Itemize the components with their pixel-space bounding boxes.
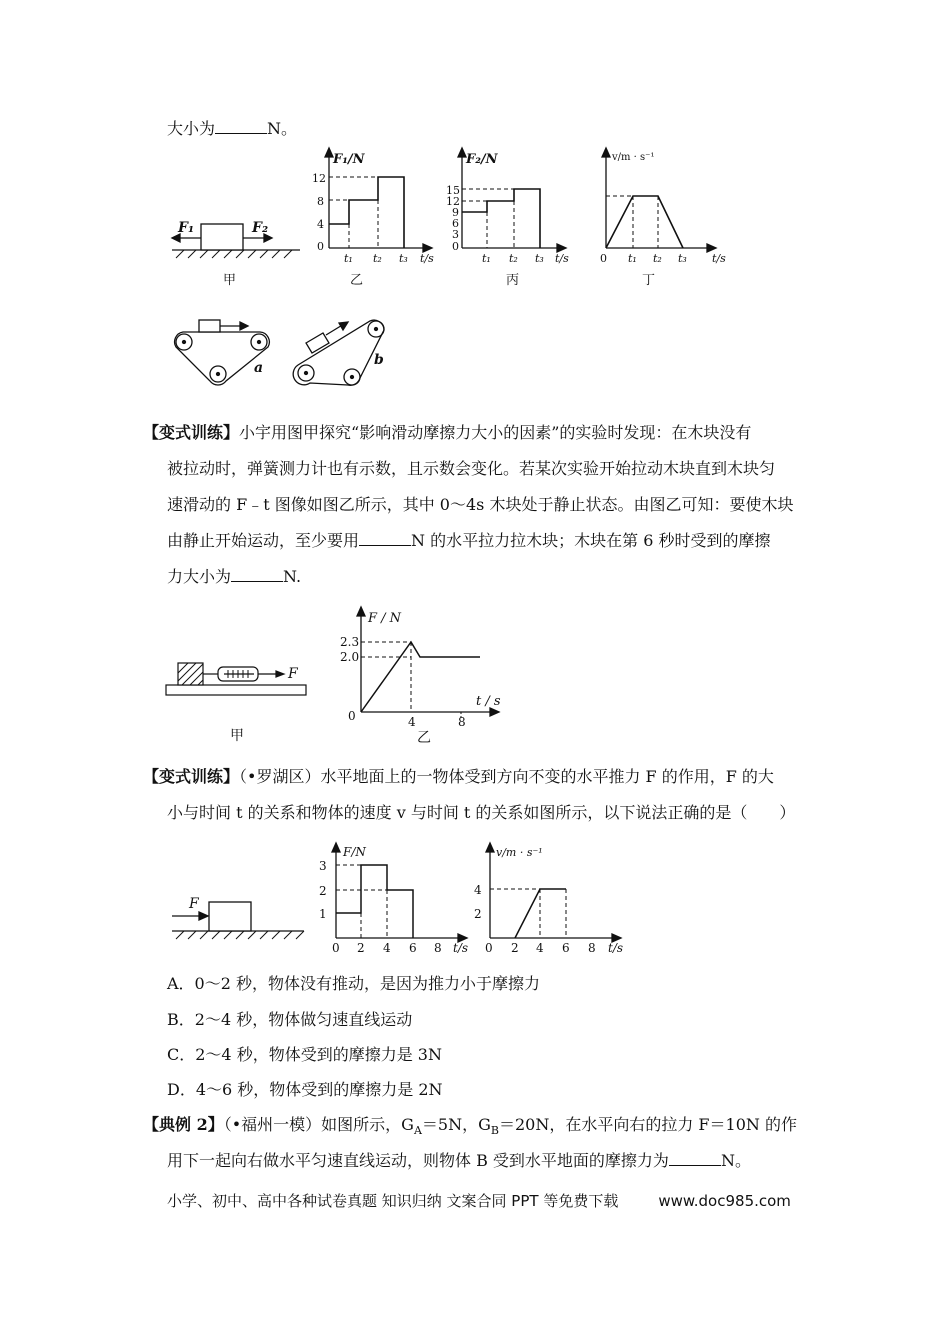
answer-blank — [669, 1151, 721, 1166]
bing-ylabel: F₂/N — [466, 152, 498, 167]
fig3-f-ylabel: F/N — [343, 845, 366, 859]
q2-line-1 — [143, 766, 774, 788]
yi-t3: t₃ — [399, 252, 408, 265]
belt-a-label: a — [254, 360, 264, 376]
belt-b — [293, 320, 384, 385]
fig2-caption-jia: 甲 — [230, 728, 244, 744]
yi-tick-12: 12 — [312, 172, 326, 185]
fig2-ylabel: F / N — [368, 611, 402, 626]
bing-tick-3: 3 — [452, 228, 459, 241]
q3-line-2 — [167, 1150, 751, 1172]
yi-tick-0: 0 — [317, 240, 324, 253]
text: N。 — [720, 1151, 751, 1170]
q3-line-1 — [143, 1114, 797, 1142]
fig3-f-tick-1: 1 — [319, 907, 327, 921]
figure-3 — [0, 835, 950, 965]
fig2-force: F — [288, 666, 298, 682]
fig3-v-tick-2: 2 — [474, 907, 482, 921]
q1-line-3: 速滑动的 F﹣t 图像如图乙所示，其中 0～4s 木块处于静止状态。由图乙可知：要使木块 — [167, 495, 794, 514]
bing-tick-0: 0 — [452, 240, 459, 253]
text: N. — [283, 567, 302, 586]
option-b: B．2～4 秒，物体做匀速直线运动 — [167, 1010, 413, 1029]
fig2-zero: 0 — [348, 709, 356, 723]
fig3-f-x0: 0 — [332, 941, 340, 955]
ding-ylabel: v/m · s⁻¹ — [612, 152, 655, 163]
fig3-f-tick-3: 3 — [319, 859, 327, 873]
fig3-v-x4: 4 — [536, 941, 544, 955]
fig2-y-high: 2.3 — [340, 635, 360, 649]
f1-label: F₁ — [178, 220, 195, 236]
belt-b-label: b — [374, 352, 384, 368]
fig2-x8: 8 — [458, 715, 466, 729]
fig3-v-x8: 8 — [588, 941, 596, 955]
q1-line-5 — [167, 566, 301, 588]
option-c: C．2～4 秒，物体受到的摩擦力是 3N — [167, 1045, 442, 1064]
figure-2 — [0, 600, 950, 750]
fig3-f-x4: 4 — [383, 941, 391, 955]
f2-label: F₂ — [252, 220, 269, 236]
bing-t2: t₂ — [509, 252, 518, 265]
fig3-v-ylabel: v/m · s⁻¹ — [496, 846, 543, 859]
q2-tag: 【变式训练】 — [143, 767, 240, 786]
text: （•福州一模）如图所示，G — [223, 1115, 414, 1134]
subscript-b: B — [490, 1124, 499, 1138]
bing-ts: t/s — [555, 252, 569, 265]
text: ＝5N，G — [421, 1115, 491, 1134]
fig2-x4: 4 — [408, 715, 416, 729]
bing-tick-12: 12 — [446, 195, 460, 208]
answer-blank — [231, 567, 283, 582]
fig3-f-x6: 6 — [409, 941, 417, 955]
bing-tick-9: 9 — [452, 206, 459, 219]
caption-bing: 丙 — [506, 273, 520, 288]
fig3-force: F — [189, 896, 199, 912]
yi-tick-4: 4 — [317, 218, 324, 231]
text: 由静止开始运动，至少要用 — [167, 531, 360, 550]
option-a: A．0～2 秒，物体没有推动，是因为推力小于摩擦力 — [167, 974, 541, 993]
text: ＝20N，在水平向右的拉力 F＝10N 的作 — [498, 1115, 797, 1134]
footer-text: 小学、初中、高中各种试卷真题 知识归纳 文案合同 PPT 等免费下载 — [167, 1192, 619, 1210]
fig3-v-ts: t/s — [608, 941, 624, 955]
fig2-y-low: 2.0 — [340, 650, 360, 664]
ding-zero: 0 — [600, 252, 607, 265]
graph-ding — [602, 148, 716, 252]
bing-t3: t₃ — [535, 252, 544, 265]
text: N。 — [267, 119, 298, 138]
ding-ts: t/s — [712, 252, 726, 265]
caption-ding: 丁 — [642, 273, 656, 288]
text: N 的水平拉力拉木块；木块在第 6 秒时受到的摩擦 — [411, 531, 771, 550]
q1-line-1 — [143, 422, 751, 444]
fig3-v-x6: 6 — [562, 941, 570, 955]
figure-1 — [0, 0, 950, 400]
answer-blank — [359, 531, 411, 546]
yi-tick-8: 8 — [317, 195, 324, 208]
caption-jia: 甲 — [223, 273, 237, 288]
bing-t1: t₁ — [482, 252, 491, 265]
yi-t2: t₂ — [373, 252, 382, 265]
fig2-xlabel: t / s — [476, 694, 501, 709]
q1-line-2: 被拉动时，弹簧测力计也有示数，且示数会变化。若某次实验开始拉动木块直到木块匀 — [167, 459, 776, 478]
footer — [167, 1190, 791, 1211]
text: 力大小为 — [167, 567, 232, 586]
ding-t1: t₁ — [628, 252, 637, 265]
fig3-f-tick-2: 2 — [319, 884, 327, 898]
q1-text: 小宇用图甲探究“影响滑动摩擦力大小的因素”的实验时发现：在木块没有 — [239, 423, 752, 442]
ding-t2: t₂ — [653, 252, 662, 265]
yi-ts: t/s — [420, 252, 434, 265]
bing-tick-6: 6 — [452, 217, 459, 230]
option-d: D．4～6 秒，物体受到的摩擦力是 2N — [167, 1080, 443, 1099]
q2-text: （•罗湖区）水平地面上的一物体受到方向不变的水平推力 F 的作用，F 的大 — [239, 767, 774, 786]
spring-scale-setup — [166, 663, 306, 695]
fig2-caption-yi: 乙 — [417, 730, 431, 746]
q1-line-4 — [167, 530, 770, 552]
bing-tick-15: 15 — [446, 184, 460, 197]
ding-t3: t₃ — [678, 252, 687, 265]
subscript-a: A — [413, 1124, 422, 1138]
q1-tag: 【变式训练】 — [143, 423, 240, 442]
q3-tag: 【典例 2】 — [143, 1115, 224, 1134]
fig3-v-tick-4: 4 — [474, 883, 482, 897]
footer-site-link[interactable]: www.doc985.com — [658, 1192, 791, 1210]
caption-yi: 乙 — [350, 273, 364, 288]
yi-ylabel: F₁/N — [333, 152, 365, 167]
fig3-f-x2: 2 — [357, 941, 365, 955]
fig3-v-x2: 2 — [511, 941, 519, 955]
fig3-f-x8: 8 — [434, 941, 442, 955]
q2-line-2: 小与时间 t 的关系和物体的速度 v 与时间 t 的关系如图所示，以下说法正确的是（ ） — [167, 803, 796, 822]
yi-t1: t₁ — [344, 252, 353, 265]
fig3-v-x0: 0 — [485, 941, 493, 955]
text: 大小为 — [167, 119, 216, 138]
fig3-f-ts: t/s — [453, 941, 469, 955]
text: 用下一起向右做水平匀速直线运动，则物体 B 受到水平地面的摩擦力为 — [167, 1151, 669, 1170]
